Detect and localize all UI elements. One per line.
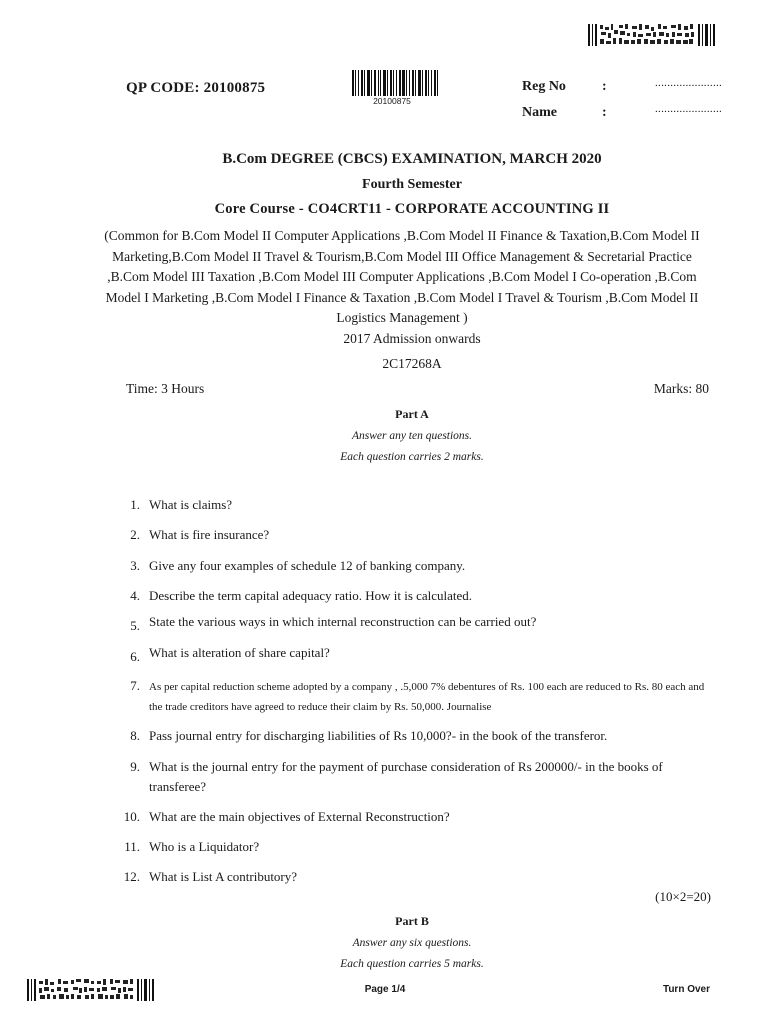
paper-code: 2C17268A <box>382 356 442 371</box>
part-a-instruction-2: Each question carries 2 marks. <box>340 451 484 463</box>
question-number: 11. <box>124 839 140 854</box>
question-text: Pass journal entry for discharging liabilities of Rs 10,000?- in the book of the transferor. <box>149 728 608 743</box>
question-text: What is claims? <box>149 497 233 512</box>
question-number: 9. <box>130 759 140 774</box>
common-for-text: (Common for B.Com Model II Computer Applications ,B.Com Model II Finance & Taxation,B.Com Model II Marketing,B.Com Model II Travel & Tourism,B.Com Model III Office Management & Secretarial Practice ,B.Com Model III Taxation ,B.Com Model III Computer Applications ,B.Com Model I Co-operation ,B.Com Model I Marketing ,B.Com Model I Finance & Taxation ,B.Com Model I Travel & Tourism ,B.Com Model II Logistics Management ) <box>104 228 700 325</box>
question-text: What is List A contributory? <box>149 869 298 884</box>
time-allowed: Time: 3 Hours <box>126 381 205 396</box>
reg-no-label: Reg No <box>522 79 566 94</box>
question-number: 4. <box>130 588 140 603</box>
max-marks: Marks: 80 <box>653 381 709 396</box>
question-number: 5. <box>130 618 140 633</box>
part-a-instruction-1: Answer any ten questions. <box>351 430 473 442</box>
question-text: Describe the term capital adequacy ratio. How it is calculated. <box>149 588 473 603</box>
semester-title: Fourth Semester <box>362 177 462 192</box>
question-text: Give any four examples of schedule 12 of banking company. <box>149 558 466 573</box>
question-number: 10. <box>123 809 140 824</box>
question-text: Who is a Liquidator? <box>149 839 260 854</box>
question-number: 12. <box>123 869 140 884</box>
question-text: What are the main objectives of External Reconstruction? <box>149 809 450 824</box>
part-a-title: Part A <box>395 407 429 421</box>
question-number: 2. <box>130 527 140 542</box>
name-label: Name <box>522 105 557 120</box>
reg-no-field[interactable]: ...................... <box>655 77 723 89</box>
reg-no-colon: : <box>602 79 607 94</box>
question-text: What is the journal entry for the payment of purchase consideration of Rs 200000/- in the books of transferee? <box>149 759 663 794</box>
question-text: What is fire insurance? <box>149 527 270 542</box>
question-text: As per capital reduction scheme adopted by a company , .5,000 7% debentures of Rs. 100 each are reduced to Rs. 80 each and the trade creditors have agreed to reduce their claim by Rs. 50,000. Journalise <box>149 681 705 713</box>
question-number: 3. <box>130 558 140 573</box>
part-a-total-marks: (10×2=20) <box>655 889 711 904</box>
linear-barcode-icon <box>352 70 438 96</box>
part-b-title: Part B <box>395 914 429 928</box>
admission-text: 2017 Admission onwards <box>343 331 481 346</box>
name-row <box>522 105 722 121</box>
bottom-left-barcode-icon <box>27 979 157 1001</box>
question-text: What is alteration of share capital? <box>149 645 330 660</box>
question-text: State the various ways in which internal reconstruction can be carried out? <box>149 614 537 629</box>
course-title: Core Course - CO4CRT11 - CORPORATE ACCOUNTING II <box>214 201 610 217</box>
page-number: Page 1/4 <box>364 984 406 995</box>
top-right-barcode-icon <box>588 24 718 46</box>
part-b-instruction-1: Answer any six questions. <box>352 937 472 949</box>
name-field[interactable]: ...................... <box>655 103 723 115</box>
part-b-instruction-2: Each question carries 5 marks. <box>340 958 484 970</box>
question-number: 8. <box>130 728 140 743</box>
qp-code: QP CODE: 20100875 <box>126 80 266 96</box>
reg-no-row <box>522 79 722 95</box>
barcode-number: 20100875 <box>373 96 411 106</box>
exam-title: B.Com DEGREE (CBCS) EXAMINATION, MARCH 2020 <box>222 151 602 167</box>
question-number: 1. <box>130 497 140 512</box>
name-colon: : <box>602 105 607 120</box>
turn-over-label: Turn Over <box>662 984 710 995</box>
question-number: 7. <box>130 678 140 693</box>
question-number: 6. <box>130 649 140 664</box>
